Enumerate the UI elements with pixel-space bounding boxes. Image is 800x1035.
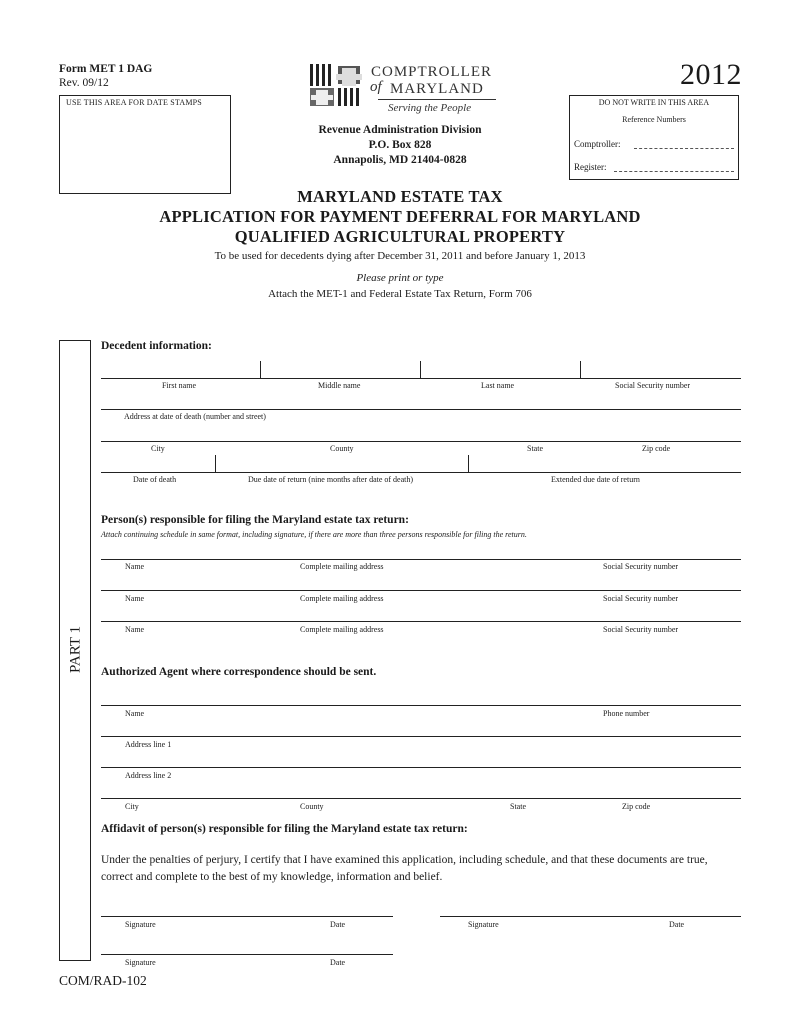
responsible-note: Attach continuing schedule in same format, including signature, if there are more than three persons responsible for filing the return. xyxy=(101,530,527,539)
name-label: Name xyxy=(125,562,145,571)
signature-label: Signature xyxy=(125,958,156,967)
signature-line-1[interactable] xyxy=(101,916,393,917)
title-line1: MARYLAND ESTATE TAX xyxy=(297,187,503,206)
state-label: State xyxy=(527,444,543,453)
ssn-label: Social Security number xyxy=(603,625,679,634)
agent-city-label: City xyxy=(125,802,139,811)
form-title xyxy=(100,187,700,247)
agent-state-label: State xyxy=(510,802,526,811)
divider xyxy=(420,361,421,379)
agent-address1-label: Address line 1 xyxy=(125,740,172,749)
middle-name-label: Middle name xyxy=(318,381,361,390)
county-label: County xyxy=(330,444,354,453)
date-of-death-label: Date of death xyxy=(133,475,177,484)
logo-of: of xyxy=(370,79,382,95)
zip-label: Zip code xyxy=(642,444,671,453)
responsible-line-2[interactable] xyxy=(101,590,741,591)
agent-name-label: Name xyxy=(125,709,145,718)
attach-note: Attach the MET-1 and Federal Estate Tax Return, Form 706 xyxy=(268,288,532,300)
agent-address2-label: Address line 2 xyxy=(125,771,172,780)
first-name-label: First name xyxy=(162,381,196,390)
decedent-heading: Decedent information: xyxy=(101,340,212,352)
office-use-box xyxy=(569,95,739,180)
signature-line-3[interactable] xyxy=(101,954,393,955)
city-label: City xyxy=(151,444,165,453)
agent-heading: Authorized Agent where correspondence should be sent. xyxy=(101,666,377,678)
agency-city: Annapolis, MD 21404-0828 xyxy=(333,154,467,166)
agency-division: Revenue Administration Division xyxy=(318,124,482,136)
signature-label: Signature xyxy=(125,920,156,929)
mailing-address-label: Complete mailing address xyxy=(300,625,384,634)
date-stamp-area xyxy=(59,95,231,194)
decedent-city-line[interactable] xyxy=(101,441,741,442)
responsible-heading: Person(s) responsible for filing the Maryland estate tax return: xyxy=(101,514,409,526)
form-revision: Rev. 09/12 xyxy=(59,77,109,89)
affidavit-text: Under the penalties of perjury, I certify that I have examined this application, including schedule, and that these documents are true, correct and complete to the best of my knowledge, information and belief. xyxy=(101,854,708,883)
decedent-name-line[interactable] xyxy=(101,378,741,379)
logo-line1: COMPTROLLER xyxy=(371,64,493,80)
form-id: Form MET 1 DAG xyxy=(59,63,153,75)
responsible-line-3[interactable] xyxy=(101,621,741,622)
title-line3: QUALIFIED AGRICULTURAL PROPERTY xyxy=(234,227,566,246)
decedent-address-label: Address at date of death (number and street) xyxy=(124,412,266,421)
extended-due-label: Extended due date of return xyxy=(551,475,640,484)
date-label: Date xyxy=(330,958,346,967)
responsible-line-1[interactable] xyxy=(101,559,741,560)
agency-address xyxy=(260,123,540,168)
decedent-dates-line[interactable] xyxy=(101,472,741,473)
logo-line2: MARYLAND xyxy=(390,81,484,97)
agent-address2-line[interactable] xyxy=(101,767,741,768)
ssn-label: Social Security number xyxy=(603,594,679,603)
signature-label: Signature xyxy=(468,920,499,929)
divider xyxy=(468,455,469,473)
ssn-label: Social Security number xyxy=(603,562,679,571)
due-date-label: Due date of return (nine months after date of death) xyxy=(248,475,414,484)
agent-address1-line[interactable] xyxy=(101,736,741,737)
agent-city-line[interactable] xyxy=(101,798,741,799)
date-label: Date xyxy=(669,920,685,929)
maryland-flag-icon xyxy=(308,64,364,108)
form-id-block xyxy=(59,62,152,90)
divider xyxy=(215,455,216,473)
logo-tagline: Serving the People xyxy=(388,102,472,114)
reference-numbers-label: Reference Numbers xyxy=(622,115,686,124)
divider xyxy=(580,361,581,379)
name-label: Name xyxy=(125,594,145,603)
comptroller-logo xyxy=(308,62,498,117)
register-label: Register: xyxy=(574,162,607,172)
divider xyxy=(260,361,261,379)
decedent-address-line[interactable] xyxy=(101,409,741,410)
comptroller-label: Comptroller: xyxy=(574,139,621,149)
form-number-footer: COM/RAD-102 xyxy=(59,973,147,988)
date-label: Date xyxy=(330,920,346,929)
part-1-label: PART 1 xyxy=(67,625,84,674)
name-label: Name xyxy=(125,625,145,634)
mailing-address-label: Complete mailing address xyxy=(300,594,384,603)
logo-rule xyxy=(378,99,496,100)
agent-name-line[interactable] xyxy=(101,705,741,706)
agent-phone-label: Phone number xyxy=(603,709,650,718)
title-line2: APPLICATION FOR PAYMENT DEFERRAL FOR MARYLAND xyxy=(159,207,641,226)
form-year: 2012 xyxy=(680,58,742,91)
date-stamp-label: USE THIS AREA FOR DATE STAMPS xyxy=(66,98,202,107)
register-ref-field[interactable] xyxy=(614,171,734,172)
ssn-label: Social Security number xyxy=(615,381,691,390)
agent-zip-label: Zip code xyxy=(622,802,651,811)
agency-po-box: P.O. Box 828 xyxy=(368,139,432,151)
part-1-box xyxy=(59,340,91,961)
affidavit-heading: Affidavit of person(s) responsible for filing the Maryland estate tax return: xyxy=(101,823,468,835)
signature-line-2[interactable] xyxy=(440,916,741,917)
last-name-label: Last name xyxy=(481,381,515,390)
mailing-address-label: Complete mailing address xyxy=(300,562,384,571)
form-subtitle: To be used for decedents dying after December 31, 2011 and before January 1, 2013 xyxy=(214,250,586,262)
print-note: Please print or type xyxy=(356,272,444,284)
comptroller-ref-field[interactable] xyxy=(634,148,734,149)
office-use-title: DO NOT WRITE IN THIS AREA xyxy=(598,98,710,107)
agent-county-label: County xyxy=(300,802,324,811)
